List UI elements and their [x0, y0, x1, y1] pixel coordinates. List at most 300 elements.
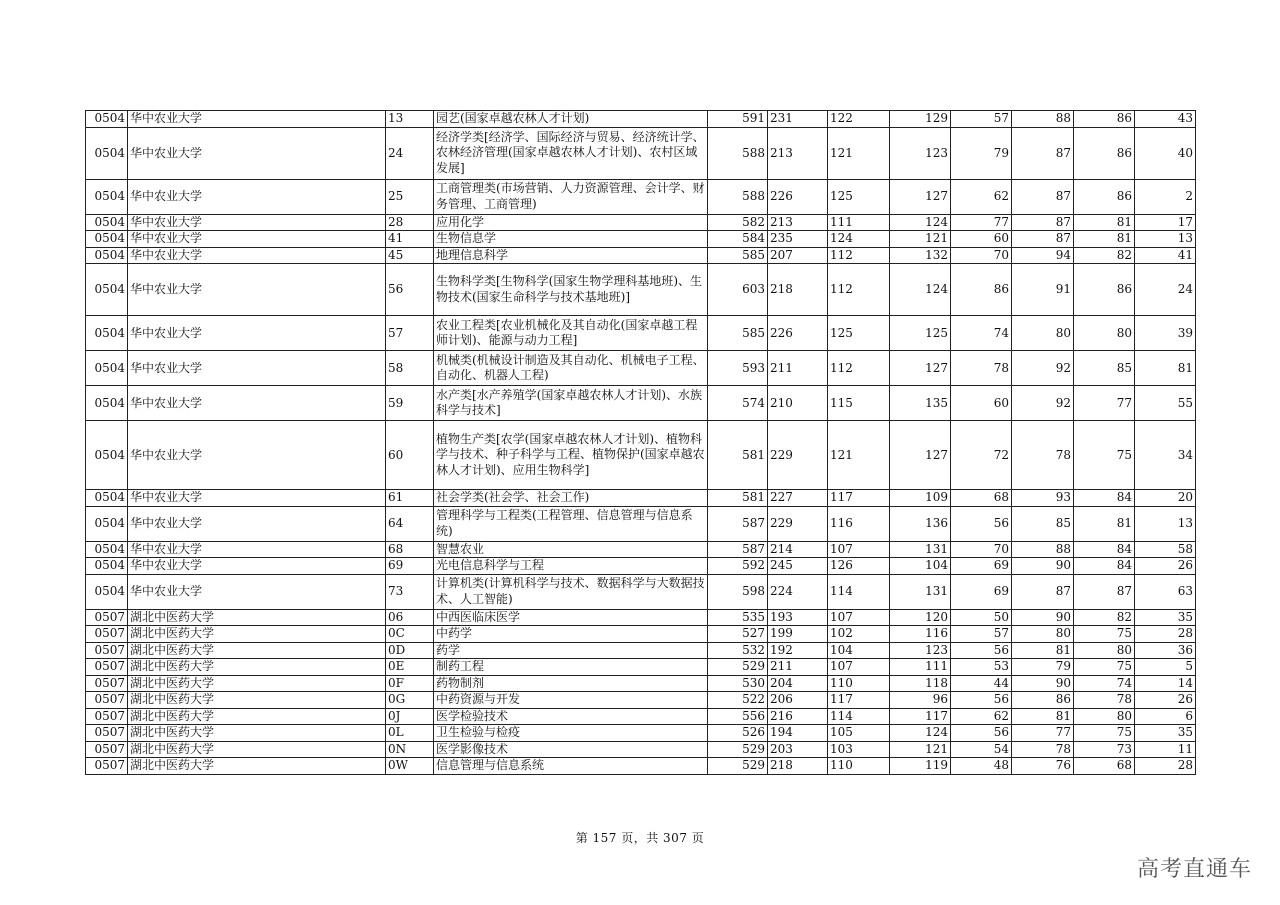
- score-col-6-cell: 88: [1012, 541, 1074, 558]
- score-col-6-cell: 92: [1012, 386, 1074, 421]
- score-col-5-cell: 56: [951, 642, 1012, 659]
- score-col-6-cell: 87: [1012, 127, 1074, 179]
- school-code-cell: 0504: [86, 386, 128, 421]
- total-score-cell: 574: [708, 386, 768, 421]
- group-code-cell: 61: [386, 490, 434, 507]
- school-code-cell: 0507: [86, 626, 128, 643]
- score-col-2-cell: 206: [768, 692, 828, 709]
- school-code-cell: 0507: [86, 675, 128, 692]
- total-score-cell: 530: [708, 675, 768, 692]
- score-col-8-cell: 5: [1135, 659, 1196, 676]
- table-row: [86, 758, 1196, 775]
- score-col-7-cell: 82: [1074, 609, 1135, 626]
- score-col-7-cell: 86: [1074, 179, 1135, 214]
- score-col-4-cell: 124: [890, 725, 951, 742]
- major-name-cell: 药学: [434, 642, 708, 659]
- score-col-3-cell: 125: [828, 179, 890, 214]
- score-col-5-cell: 62: [951, 179, 1012, 214]
- admission-score-table: [85, 110, 1196, 775]
- score-col-5-cell: 70: [951, 541, 1012, 558]
- score-col-4-cell: 123: [890, 642, 951, 659]
- table-row: [86, 127, 1196, 179]
- major-name-cell: 医学影像技术: [434, 741, 708, 758]
- university-name-cell: 华中农业大学: [128, 351, 386, 386]
- table-row: [86, 692, 1196, 709]
- major-name-cell: 应用化学: [434, 214, 708, 231]
- score-col-2-cell: 218: [768, 758, 828, 775]
- score-col-8-cell: 2: [1135, 179, 1196, 214]
- total-score-cell: 585: [708, 247, 768, 264]
- university-name-cell: 湖北中医药大学: [128, 725, 386, 742]
- group-code-cell: 64: [386, 506, 434, 541]
- total-score-cell: 591: [708, 111, 768, 128]
- score-col-7-cell: 80: [1074, 642, 1135, 659]
- score-col-4-cell: 121: [890, 741, 951, 758]
- score-col-5-cell: 74: [951, 316, 1012, 351]
- score-col-4-cell: 125: [890, 316, 951, 351]
- score-col-2-cell: 216: [768, 708, 828, 725]
- score-col-5-cell: 44: [951, 675, 1012, 692]
- score-col-3-cell: 107: [828, 541, 890, 558]
- score-col-3-cell: 124: [828, 231, 890, 248]
- score-col-7-cell: 84: [1074, 541, 1135, 558]
- group-code-cell: 73: [386, 574, 434, 609]
- university-name-cell: 湖北中医药大学: [128, 692, 386, 709]
- total-score-cell: 529: [708, 659, 768, 676]
- score-col-2-cell: 224: [768, 574, 828, 609]
- score-col-3-cell: 117: [828, 692, 890, 709]
- score-col-6-cell: 86: [1012, 692, 1074, 709]
- score-col-2-cell: 213: [768, 214, 828, 231]
- table-row: [86, 316, 1196, 351]
- total-score-cell: 527: [708, 626, 768, 643]
- score-col-4-cell: 104: [890, 558, 951, 575]
- total-score-cell: 522: [708, 692, 768, 709]
- score-col-8-cell: 34: [1135, 421, 1196, 490]
- score-col-6-cell: 80: [1012, 626, 1074, 643]
- score-col-8-cell: 28: [1135, 626, 1196, 643]
- score-col-5-cell: 50: [951, 609, 1012, 626]
- score-col-6-cell: 77: [1012, 725, 1074, 742]
- major-name-cell: 智慧农业: [434, 541, 708, 558]
- score-col-8-cell: 14: [1135, 675, 1196, 692]
- major-name-cell: 工商管理类(市场营销、人力资源管理、会计学、财务管理、工商管理): [434, 179, 708, 214]
- total-score-cell: 598: [708, 574, 768, 609]
- score-col-3-cell: 110: [828, 675, 890, 692]
- score-col-6-cell: 87: [1012, 179, 1074, 214]
- group-code-cell: 41: [386, 231, 434, 248]
- score-col-4-cell: 127: [890, 351, 951, 386]
- group-code-cell: 0D: [386, 642, 434, 659]
- watermark-text: 高考直通车: [1136, 857, 1252, 882]
- group-code-cell: 45: [386, 247, 434, 264]
- university-name-cell: 湖北中医药大学: [128, 708, 386, 725]
- major-name-cell: 卫生检验与检疫: [434, 725, 708, 742]
- score-col-7-cell: 86: [1074, 264, 1135, 316]
- table-row: [86, 642, 1196, 659]
- score-col-3-cell: 107: [828, 609, 890, 626]
- group-code-cell: 69: [386, 558, 434, 575]
- score-col-3-cell: 112: [828, 247, 890, 264]
- score-col-6-cell: 91: [1012, 264, 1074, 316]
- group-code-cell: 24: [386, 127, 434, 179]
- university-name-cell: 华中农业大学: [128, 421, 386, 490]
- major-name-cell: 生物信息学: [434, 231, 708, 248]
- university-name-cell: 湖北中医药大学: [128, 675, 386, 692]
- score-col-6-cell: 87: [1012, 214, 1074, 231]
- score-col-2-cell: 194: [768, 725, 828, 742]
- score-col-2-cell: 211: [768, 659, 828, 676]
- score-col-5-cell: 72: [951, 421, 1012, 490]
- group-code-cell: 60: [386, 421, 434, 490]
- score-col-4-cell: 109: [890, 490, 951, 507]
- score-col-5-cell: 86: [951, 264, 1012, 316]
- score-col-5-cell: 56: [951, 725, 1012, 742]
- university-name-cell: 华中农业大学: [128, 179, 386, 214]
- total-score-cell: 529: [708, 741, 768, 758]
- score-col-3-cell: 112: [828, 264, 890, 316]
- school-code-cell: 0504: [86, 490, 128, 507]
- major-name-cell: 计算机类(计算机科学与技术、数据科学与大数据技术、人工智能): [434, 574, 708, 609]
- university-name-cell: 华中农业大学: [128, 247, 386, 264]
- score-col-7-cell: 84: [1074, 558, 1135, 575]
- score-col-4-cell: 121: [890, 231, 951, 248]
- score-col-2-cell: 193: [768, 609, 828, 626]
- score-col-3-cell: 103: [828, 741, 890, 758]
- score-col-6-cell: 78: [1012, 741, 1074, 758]
- total-score-cell: 587: [708, 506, 768, 541]
- score-col-8-cell: 58: [1135, 541, 1196, 558]
- table-row: [86, 659, 1196, 676]
- score-col-5-cell: 48: [951, 758, 1012, 775]
- school-code-cell: 0507: [86, 659, 128, 676]
- major-name-cell: 机械类(机械设计制造及其自动化、机械电子工程、自动化、机器人工程): [434, 351, 708, 386]
- score-col-6-cell: 79: [1012, 659, 1074, 676]
- score-col-7-cell: 75: [1074, 725, 1135, 742]
- table-row: [86, 541, 1196, 558]
- table-row: [86, 490, 1196, 507]
- major-name-cell: 生物科学类[生物科学(国家生物学理科基地班)、生物技术(国家生命科学与技术基地班)]: [434, 264, 708, 316]
- score-col-5-cell: 62: [951, 708, 1012, 725]
- score-col-6-cell: 88: [1012, 111, 1074, 128]
- score-col-2-cell: 229: [768, 421, 828, 490]
- score-col-4-cell: 132: [890, 247, 951, 264]
- table-row: [86, 506, 1196, 541]
- total-score-cell: 526: [708, 725, 768, 742]
- university-name-cell: 华中农业大学: [128, 316, 386, 351]
- table-row: [86, 386, 1196, 421]
- group-code-cell: 56: [386, 264, 434, 316]
- score-col-5-cell: 70: [951, 247, 1012, 264]
- score-col-2-cell: 226: [768, 316, 828, 351]
- table-row: [86, 558, 1196, 575]
- major-name-cell: 中药资源与开发: [434, 692, 708, 709]
- school-code-cell: 0504: [86, 421, 128, 490]
- score-col-6-cell: 90: [1012, 609, 1074, 626]
- score-col-3-cell: 104: [828, 642, 890, 659]
- score-col-5-cell: 57: [951, 626, 1012, 643]
- score-col-6-cell: 90: [1012, 675, 1074, 692]
- major-name-cell: 社会学类(社会学、社会工作): [434, 490, 708, 507]
- school-code-cell: 0504: [86, 247, 128, 264]
- score-col-8-cell: 55: [1135, 386, 1196, 421]
- score-col-6-cell: 93: [1012, 490, 1074, 507]
- table-body: [86, 111, 1196, 775]
- group-code-cell: 0C: [386, 626, 434, 643]
- major-name-cell: 医学检验技术: [434, 708, 708, 725]
- major-name-cell: 管理科学与工程类(工程管理、信息管理与信息系统): [434, 506, 708, 541]
- school-code-cell: 0504: [86, 574, 128, 609]
- university-name-cell: 湖北中医药大学: [128, 659, 386, 676]
- score-col-6-cell: 87: [1012, 231, 1074, 248]
- score-col-4-cell: 129: [890, 111, 951, 128]
- group-code-cell: 0J: [386, 708, 434, 725]
- school-code-cell: 0507: [86, 642, 128, 659]
- major-name-cell: 植物生产类[农学(国家卓越农林人才计划)、植物科学与技术、种子科学与工程、植物保护(国家卓越农林人才计划)、应用生物科学]: [434, 421, 708, 490]
- total-score-cell: 556: [708, 708, 768, 725]
- score-col-6-cell: 87: [1012, 574, 1074, 609]
- school-code-cell: 0504: [86, 179, 128, 214]
- score-col-2-cell: 229: [768, 506, 828, 541]
- score-col-2-cell: 210: [768, 386, 828, 421]
- table-row: [86, 675, 1196, 692]
- score-col-8-cell: 24: [1135, 264, 1196, 316]
- score-col-4-cell: 120: [890, 609, 951, 626]
- major-name-cell: 农业工程类[农业机械化及其自动化(国家卓越工程师计划)、能源与动力工程]: [434, 316, 708, 351]
- score-col-2-cell: 245: [768, 558, 828, 575]
- score-col-2-cell: 211: [768, 351, 828, 386]
- score-col-2-cell: 235: [768, 231, 828, 248]
- group-code-cell: 0G: [386, 692, 434, 709]
- school-code-cell: 0504: [86, 264, 128, 316]
- score-col-4-cell: 136: [890, 506, 951, 541]
- university-name-cell: 华中农业大学: [128, 541, 386, 558]
- score-col-3-cell: 116: [828, 506, 890, 541]
- score-col-7-cell: 75: [1074, 659, 1135, 676]
- score-col-8-cell: 13: [1135, 506, 1196, 541]
- university-name-cell: 湖北中医药大学: [128, 758, 386, 775]
- score-col-7-cell: 86: [1074, 127, 1135, 179]
- score-col-7-cell: 84: [1074, 490, 1135, 507]
- table-row: [86, 231, 1196, 248]
- page-number-footer: 第 157 页，共 307 页: [575, 831, 705, 845]
- score-col-8-cell: 35: [1135, 609, 1196, 626]
- school-code-cell: 0507: [86, 609, 128, 626]
- score-col-7-cell: 77: [1074, 386, 1135, 421]
- university-name-cell: 华中农业大学: [128, 111, 386, 128]
- score-col-6-cell: 90: [1012, 558, 1074, 575]
- total-score-cell: 532: [708, 642, 768, 659]
- score-col-5-cell: 56: [951, 692, 1012, 709]
- table-row: [86, 725, 1196, 742]
- score-col-7-cell: 74: [1074, 675, 1135, 692]
- score-col-4-cell: 96: [890, 692, 951, 709]
- university-name-cell: 湖北中医药大学: [128, 609, 386, 626]
- score-col-3-cell: 114: [828, 708, 890, 725]
- score-col-2-cell: 218: [768, 264, 828, 316]
- university-name-cell: 华中农业大学: [128, 127, 386, 179]
- group-code-cell: 13: [386, 111, 434, 128]
- score-col-3-cell: 115: [828, 386, 890, 421]
- total-score-cell: 588: [708, 179, 768, 214]
- university-name-cell: 湖北中医药大学: [128, 626, 386, 643]
- score-col-7-cell: 87: [1074, 574, 1135, 609]
- school-code-cell: 0507: [86, 758, 128, 775]
- group-code-cell: 25: [386, 179, 434, 214]
- major-name-cell: 水产类[水产养殖学(国家卓越农林人才计划)、水族科学与技术]: [434, 386, 708, 421]
- school-code-cell: 0504: [86, 111, 128, 128]
- score-col-3-cell: 117: [828, 490, 890, 507]
- score-col-5-cell: 53: [951, 659, 1012, 676]
- group-code-cell: 0F: [386, 675, 434, 692]
- group-code-cell: 0L: [386, 725, 434, 742]
- total-score-cell: 587: [708, 541, 768, 558]
- score-col-6-cell: 80: [1012, 316, 1074, 351]
- score-col-7-cell: 75: [1074, 421, 1135, 490]
- group-code-cell: 28: [386, 214, 434, 231]
- score-col-5-cell: 68: [951, 490, 1012, 507]
- total-score-cell: 588: [708, 127, 768, 179]
- major-name-cell: 信息管理与信息系统: [434, 758, 708, 775]
- score-col-4-cell: 118: [890, 675, 951, 692]
- university-name-cell: 华中农业大学: [128, 490, 386, 507]
- score-col-6-cell: 92: [1012, 351, 1074, 386]
- table-row: [86, 626, 1196, 643]
- score-col-5-cell: 56: [951, 506, 1012, 541]
- score-col-4-cell: 135: [890, 386, 951, 421]
- score-col-4-cell: 131: [890, 574, 951, 609]
- score-col-7-cell: 86: [1074, 111, 1135, 128]
- score-col-5-cell: 78: [951, 351, 1012, 386]
- score-col-3-cell: 125: [828, 316, 890, 351]
- score-col-8-cell: 81: [1135, 351, 1196, 386]
- score-col-4-cell: 111: [890, 659, 951, 676]
- score-col-7-cell: 82: [1074, 247, 1135, 264]
- school-code-cell: 0504: [86, 316, 128, 351]
- group-code-cell: 57: [386, 316, 434, 351]
- score-col-8-cell: 26: [1135, 692, 1196, 709]
- score-col-2-cell: 192: [768, 642, 828, 659]
- school-code-cell: 0504: [86, 558, 128, 575]
- university-name-cell: 华中农业大学: [128, 264, 386, 316]
- score-col-3-cell: 112: [828, 351, 890, 386]
- university-name-cell: 华中农业大学: [128, 506, 386, 541]
- major-name-cell: 光电信息科学与工程: [434, 558, 708, 575]
- major-name-cell: 经济学类[经济学、国际经济与贸易、经济统计学、农林经济管理(国家卓越农林人才计划)、农村区域发展]: [434, 127, 708, 179]
- score-col-6-cell: 76: [1012, 758, 1074, 775]
- score-col-2-cell: 199: [768, 626, 828, 643]
- score-col-2-cell: 227: [768, 490, 828, 507]
- group-code-cell: 0N: [386, 741, 434, 758]
- school-code-cell: 0507: [86, 708, 128, 725]
- total-score-cell: 529: [708, 758, 768, 775]
- total-score-cell: 581: [708, 490, 768, 507]
- score-col-8-cell: 35: [1135, 725, 1196, 742]
- score-col-6-cell: 94: [1012, 247, 1074, 264]
- score-col-5-cell: 77: [951, 214, 1012, 231]
- score-col-3-cell: 122: [828, 111, 890, 128]
- score-col-2-cell: 226: [768, 179, 828, 214]
- score-col-4-cell: 131: [890, 541, 951, 558]
- score-col-7-cell: 85: [1074, 351, 1135, 386]
- score-col-8-cell: 41: [1135, 247, 1196, 264]
- total-score-cell: 581: [708, 421, 768, 490]
- table-row: [86, 609, 1196, 626]
- total-score-cell: 603: [708, 264, 768, 316]
- score-col-8-cell: 28: [1135, 758, 1196, 775]
- table-row: [86, 351, 1196, 386]
- total-score-cell: 582: [708, 214, 768, 231]
- school-code-cell: 0507: [86, 725, 128, 742]
- score-col-5-cell: 69: [951, 558, 1012, 575]
- total-score-cell: 535: [708, 609, 768, 626]
- table-row: [86, 179, 1196, 214]
- score-col-5-cell: 60: [951, 386, 1012, 421]
- score-col-4-cell: 123: [890, 127, 951, 179]
- score-col-8-cell: 11: [1135, 741, 1196, 758]
- score-col-7-cell: 81: [1074, 214, 1135, 231]
- table-row: [86, 741, 1196, 758]
- score-col-3-cell: 110: [828, 758, 890, 775]
- major-name-cell: 中西医临床医学: [434, 609, 708, 626]
- score-col-6-cell: 81: [1012, 708, 1074, 725]
- score-col-4-cell: 127: [890, 421, 951, 490]
- school-code-cell: 0504: [86, 214, 128, 231]
- score-col-7-cell: 80: [1074, 708, 1135, 725]
- score-col-5-cell: 69: [951, 574, 1012, 609]
- school-code-cell: 0504: [86, 127, 128, 179]
- score-col-4-cell: 127: [890, 179, 951, 214]
- score-col-8-cell: 40: [1135, 127, 1196, 179]
- score-col-5-cell: 54: [951, 741, 1012, 758]
- group-code-cell: 68: [386, 541, 434, 558]
- table-row: [86, 247, 1196, 264]
- major-name-cell: 园艺(国家卓越农林人才计划): [434, 111, 708, 128]
- table-row: [86, 574, 1196, 609]
- score-col-7-cell: 68: [1074, 758, 1135, 775]
- table-row: [86, 214, 1196, 231]
- score-col-4-cell: 124: [890, 264, 951, 316]
- table-row: [86, 708, 1196, 725]
- score-col-3-cell: 111: [828, 214, 890, 231]
- school-code-cell: 0504: [86, 351, 128, 386]
- university-name-cell: 华中农业大学: [128, 214, 386, 231]
- score-col-3-cell: 121: [828, 421, 890, 490]
- group-code-cell: 0E: [386, 659, 434, 676]
- major-name-cell: 地理信息科学: [434, 247, 708, 264]
- score-col-3-cell: 102: [828, 626, 890, 643]
- score-col-5-cell: 60: [951, 231, 1012, 248]
- university-name-cell: 华中农业大学: [128, 558, 386, 575]
- school-code-cell: 0504: [86, 541, 128, 558]
- major-name-cell: 药物制剂: [434, 675, 708, 692]
- total-score-cell: 585: [708, 316, 768, 351]
- score-col-2-cell: 203: [768, 741, 828, 758]
- score-col-3-cell: 126: [828, 558, 890, 575]
- university-name-cell: 华中农业大学: [128, 231, 386, 248]
- score-col-8-cell: 13: [1135, 231, 1196, 248]
- score-col-2-cell: 204: [768, 675, 828, 692]
- total-score-cell: 584: [708, 231, 768, 248]
- table-row: [86, 421, 1196, 490]
- score-col-8-cell: 6: [1135, 708, 1196, 725]
- university-name-cell: 华中农业大学: [128, 386, 386, 421]
- university-name-cell: 华中农业大学: [128, 574, 386, 609]
- score-col-8-cell: 20: [1135, 490, 1196, 507]
- score-col-7-cell: 78: [1074, 692, 1135, 709]
- school-code-cell: 0507: [86, 692, 128, 709]
- total-score-cell: 592: [708, 558, 768, 575]
